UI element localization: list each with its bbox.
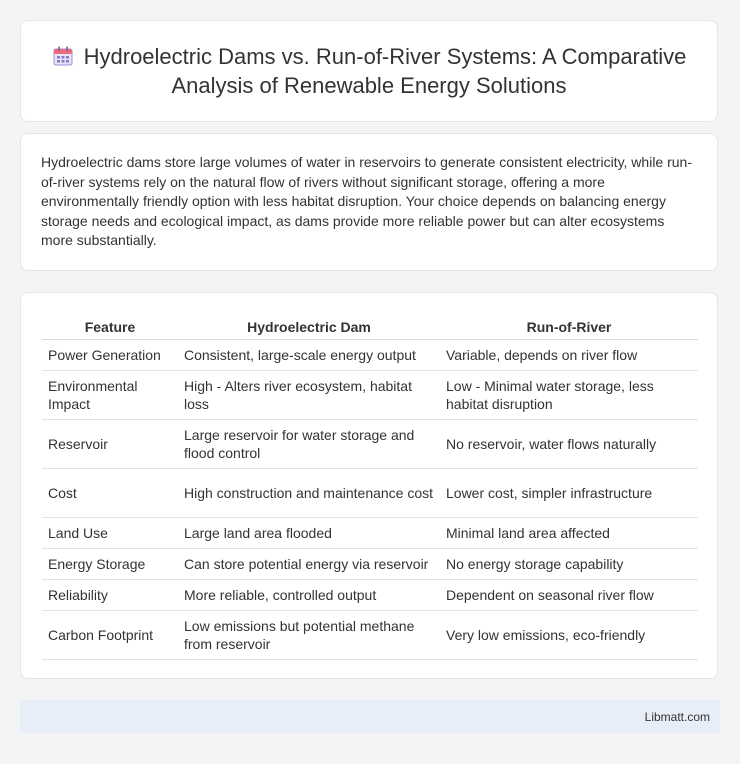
table-row [42, 469, 698, 518]
calendar-icon [52, 45, 74, 67]
dam-cell: Large land area flooded [178, 518, 440, 549]
intro-paragraph: Hydroelectric dams store large volumes of water in reservoirs to generate consistent electricity, while run-of-river systems rely on the natural flow of rivers without significant storage, offering a more environmentally friendly option with less habitat disruption. Your choice depends on balancing energy storage needs and ecological impact, as dams provide more reliable power but can alter ecosystems more substantially. [41, 154, 692, 248]
dam-cell: Large reservoir for water storage and flood control [178, 420, 440, 469]
comparison-table [42, 313, 698, 660]
river-cell: Dependent on seasonal river flow [440, 580, 698, 611]
header-run-of-river: Run-of-River [440, 313, 698, 340]
river-cell: Variable, depends on river flow [440, 340, 698, 371]
table-header-row [42, 313, 698, 340]
river-cell: Minimal land area affected [440, 518, 698, 549]
footer [20, 700, 720, 733]
river-cell: Lower cost, simpler infrastructure [440, 469, 698, 518]
feature-cell: Reservoir [42, 420, 178, 469]
dam-cell: High - Alters river ecosystem, habitat loss [178, 371, 440, 420]
page-title [49, 42, 689, 100]
feature-cell: Cost [42, 469, 178, 518]
river-cell: Low - Minimal water storage, less habitat disruption [440, 371, 698, 420]
intro-card [20, 133, 718, 271]
comparison-table-card [20, 292, 718, 679]
table-row [42, 420, 698, 469]
dam-cell: Can store potential energy via reservoir [178, 549, 440, 580]
feature-cell: Reliability [42, 580, 178, 611]
page-title-text: Hydroelectric Dams vs. Run-of-River Systems: A Comparative Analysis of Renewable Energy Solutions [83, 44, 687, 98]
title-card [20, 20, 718, 122]
dam-cell: Low emissions but potential methane from reservoir [178, 611, 440, 660]
river-cell: No reservoir, water flows naturally [440, 420, 698, 469]
dam-cell: Consistent, large-scale energy output [178, 340, 440, 371]
feature-cell: Power Generation [42, 340, 178, 371]
dam-cell: High construction and maintenance cost [178, 469, 440, 518]
footer-brand-link[interactable]: Libmatt.com [644, 709, 710, 724]
table-row [42, 549, 698, 580]
river-cell: Very low emissions, eco-friendly [440, 611, 698, 660]
feature-cell: Carbon Footprint [42, 611, 178, 660]
table-row [42, 340, 698, 371]
feature-cell: Environmental Impact [42, 371, 178, 420]
feature-cell: Land Use [42, 518, 178, 549]
dam-cell: More reliable, controlled output [178, 580, 440, 611]
table-row [42, 580, 698, 611]
table-row [42, 611, 698, 660]
table-row [42, 371, 698, 420]
table-row [42, 518, 698, 549]
river-cell: No energy storage capability [440, 549, 698, 580]
header-hydroelectric-dam: Hydroelectric Dam [178, 313, 440, 340]
header-feature: Feature [42, 313, 178, 340]
feature-cell: Energy Storage [42, 549, 178, 580]
